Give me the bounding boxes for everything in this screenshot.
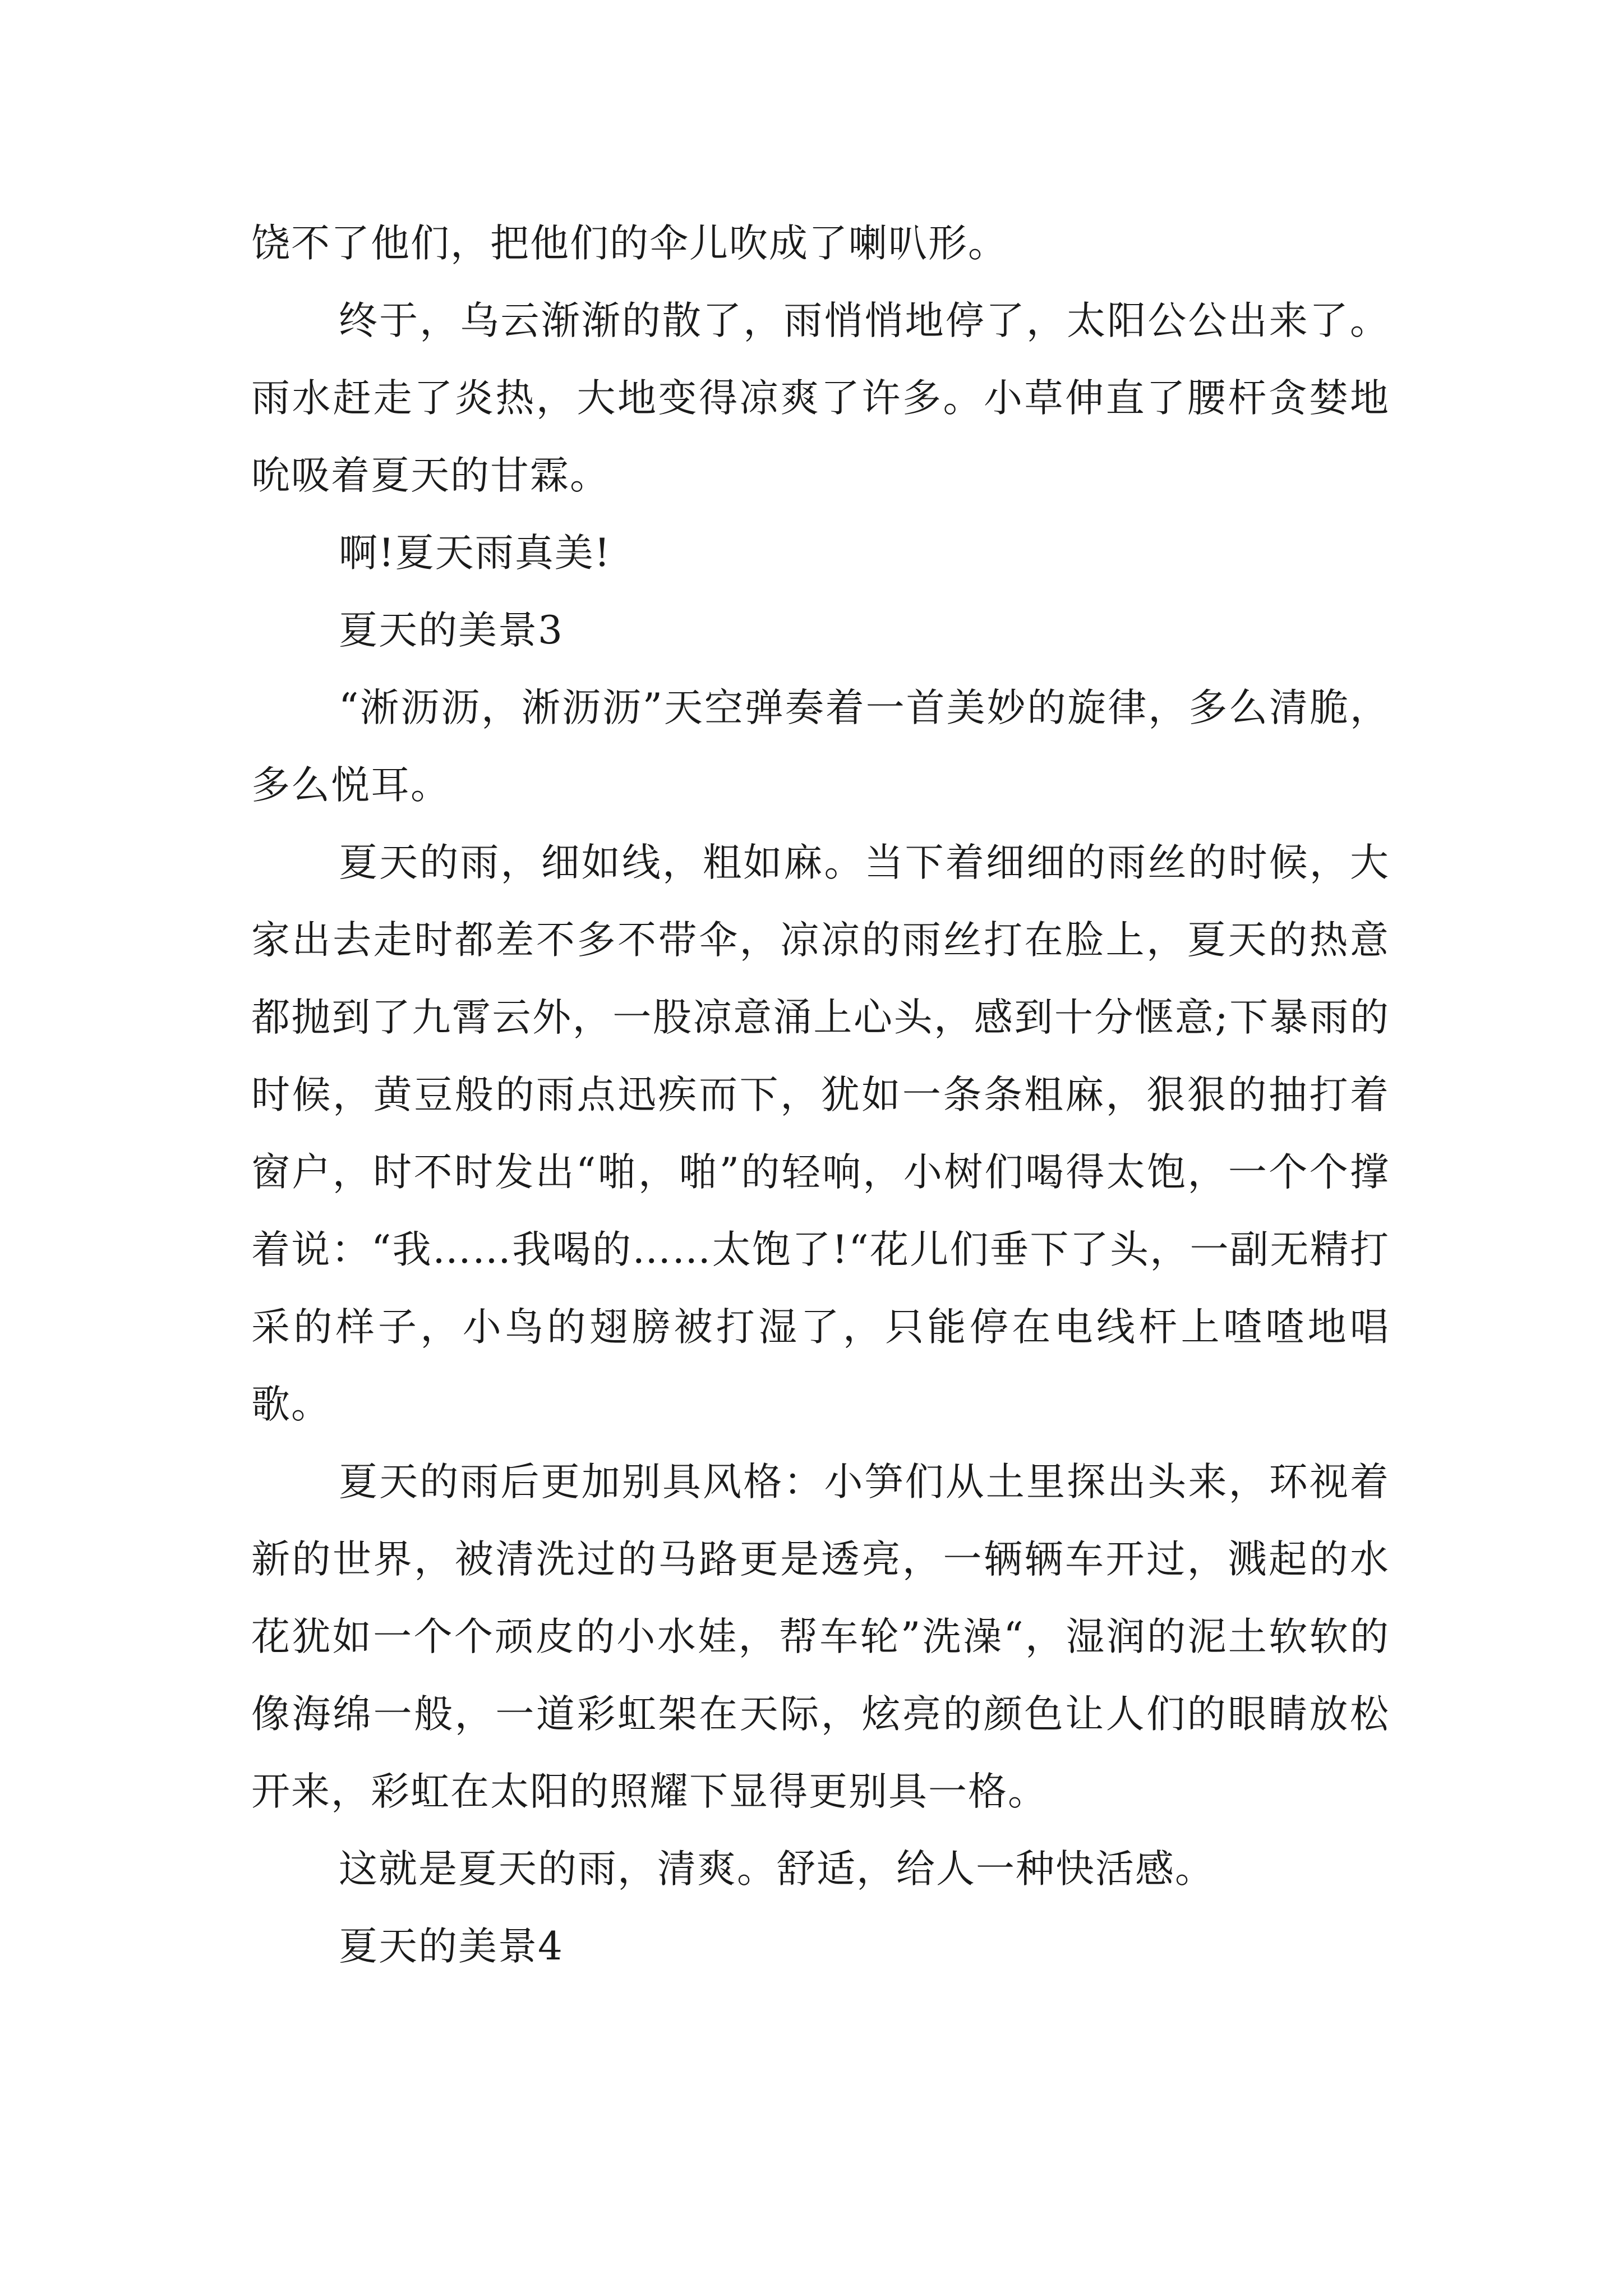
paragraph: 夏天的雨后更加别具风格：小笋们从土里探出头来，环视着新的世界，被清洗过的马路更是透亮，一辆辆车开过，溅起的水花犹如一个个顽皮的小水娃，帮车轮”洗澡“，湿润的泥土软软的像海绵一般，一道彩虹架在天际，炫亮的颜色让人们的眼睛放松开来，彩虹在太阳的照耀下显得更别具一格。 [251, 1460, 1390, 1814]
section-heading: 夏天的美景3 [339, 608, 564, 653]
paragraph: 啊!夏天雨真美! [339, 531, 611, 576]
document-body [251, 205, 1390, 1985]
paragraph: 夏天的雨，细如线，粗如麻。当下着细细的雨丝的时候，大家出去走时都差不多不带伞，凉凉的雨丝打在脸上，夏天的热意都抛到了九霄云外，一股凉意涌上心头，感到十分惬意;下暴雨的时候，黄豆般的雨点迅疾而下，犹如一条条粗麻，狠狠的抽打着窗户，时不时发出“啪，啪”的轻响，小树们喝得太饱，一个个撑着说：“我……我喝的……太饱了!“花儿们垂下了头，一副无精打采的样子，小鸟的翅膀被打湿了，只能停在电线杆上喳喳地唱歌。 [251, 840, 1390, 1427]
paragraph: 这就是夏天的雨，清爽。舒适，给人一种快活感。 [339, 1847, 1215, 1892]
paragraph-continuation: 饶不了他们，把他们的伞儿吹成了喇叭形。 [251, 221, 1008, 266]
paragraph: “淅沥沥，淅沥沥”天空弹奏着一首美妙的旋律，多么清脆，多么悦耳。 [251, 685, 1390, 808]
paragraph: 终于，乌云渐渐的散了，雨悄悄地停了，太阳公公出来了。雨水赶走了炎热，大地变得凉爽了许多。小草伸直了腰杆贪婪地吮吸着夏天的甘霖。 [251, 298, 1390, 498]
section-heading: 夏天的美景4 [339, 1924, 564, 1969]
